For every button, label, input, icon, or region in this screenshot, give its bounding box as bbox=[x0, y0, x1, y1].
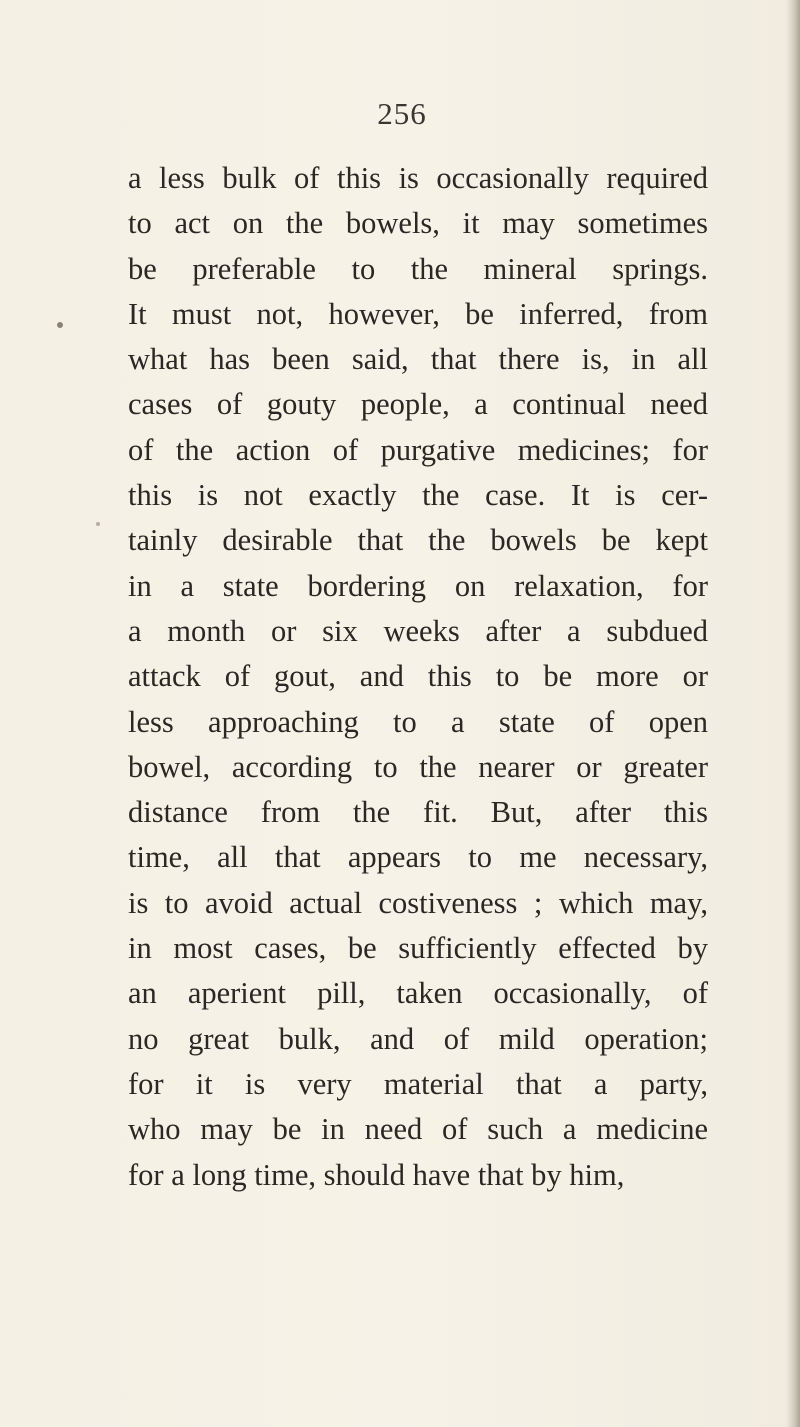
text-line: less approaching to a state of open bbox=[128, 704, 708, 739]
text-line: a less bulk of this is occasionally required bbox=[128, 161, 708, 195]
text-line: tainly desirable that the bowels be kept bbox=[128, 523, 708, 558]
text-line: to act on the bowels, it may sometimes bbox=[128, 206, 708, 241]
text-line: bowel, according to the nearer or greater bbox=[128, 749, 708, 784]
text-line: cases of gouty people, a continual need bbox=[128, 387, 708, 422]
text-line: for it is very material that a party, bbox=[128, 1066, 708, 1101]
text-line: an aperient pill, taken occasionally, of bbox=[128, 976, 708, 1011]
text-line: in most cases, be sufficiently effected by bbox=[128, 931, 708, 966]
paper-speck bbox=[57, 322, 63, 328]
text-line: who may be in need of such a medicine bbox=[128, 1112, 708, 1147]
text-line: this is not exactly the case. It is cer- bbox=[128, 478, 708, 513]
text-line: what has been said, that there is, in all bbox=[128, 342, 708, 377]
text-line: be preferable to the mineral springs. bbox=[128, 251, 708, 286]
page-number: 256 bbox=[377, 96, 427, 131]
text-line: is to avoid actual costiveness ; which may, bbox=[128, 885, 708, 920]
text-line: of the action of purgative medicines; for bbox=[128, 432, 708, 467]
text-line: in a state bordering on relaxation, for bbox=[128, 568, 708, 603]
text-line: attack of gout, and this to be more or bbox=[128, 659, 708, 694]
text-line: for a long time, should have that by him, bbox=[128, 1157, 625, 1192]
text-line: time, all that appears to me necessary, bbox=[128, 840, 708, 875]
paper-speck bbox=[96, 522, 100, 526]
body-text bbox=[128, 156, 708, 1198]
page-edge-shadow bbox=[786, 0, 800, 1427]
text-line: distance from the fit. But, after this bbox=[128, 795, 708, 830]
text-line: It must not, however, be inferred, from bbox=[128, 296, 708, 331]
text-line: a month or six weeks after a subdued bbox=[128, 613, 708, 648]
text-line: no great bulk, and of mild operation; bbox=[128, 1021, 708, 1056]
